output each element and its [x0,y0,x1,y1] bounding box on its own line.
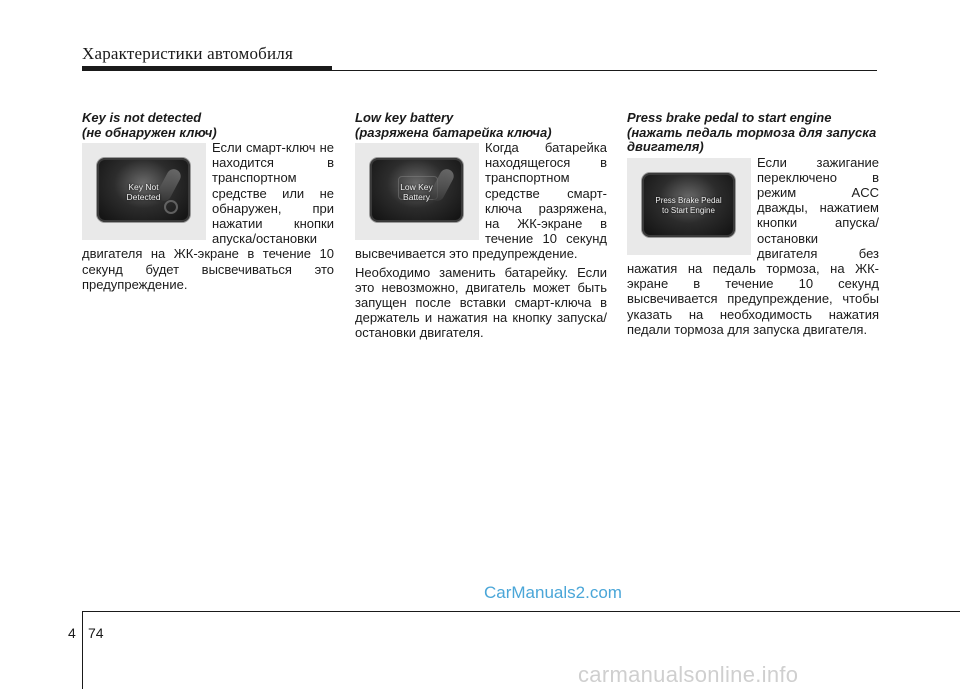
page-number: 74 [88,625,104,641]
section-title-en: Key is not detected [82,110,202,125]
footer-vertical-rule [82,611,83,689]
lcd-line-1: Low Key [400,182,433,192]
lcd-screen [97,158,190,222]
section-low-key-battery [355,111,607,341]
lcd-line-2: Battery [403,192,430,202]
page-header-title: Характеристики автомобиля [82,44,293,63]
section-title-ru: (не обнаружен ключ) [82,124,217,140]
lcd-screen-text [642,196,735,216]
header-rule-thin [82,70,877,71]
section-paragraph: Если зажигание переключено в режим ACC дважды, нажатием кнопки апуска/остановки двигателя без нажатия на педаль тормоза, на ЖК-экране в течение 10 секунд высвечивается предупреждение, чтобы указать на необходимость нажатия педали тормоза для запуска двигателя. [627,154,879,337]
lcd-screen-text [97,182,190,202]
key-ring-icon [164,200,178,214]
bottom-watermark: carmanualsonline.info [578,662,799,687]
chapter-number: 4 [68,625,76,641]
section-press-brake-pedal [627,111,879,337]
lcd-warning-image [82,143,206,240]
lcd-line-1: Key Not [128,182,159,192]
lcd-line-2: to Start Engine [662,205,715,215]
section-key-not-detected [82,111,334,292]
section-title-ru: (разряжена батарейка ключа) [355,124,552,140]
lcd-screen [370,158,463,222]
section-paragraph: Если смарт-ключ не находится в транспортном средстве или не обнаружен, при нажатии кнопки апуска/остановки двигателя на ЖК-экране в течение 10 секунд будет высвечиваться это предупреждение. [82,140,334,292]
lcd-screen-text [370,182,463,202]
lcd-warning-image [627,158,751,255]
lcd-line-2: Detected [126,192,161,202]
watermark-link[interactable]: CarManuals2.com [484,583,622,602]
section-title-en: Press brake pedal to start engine [627,110,832,125]
footer-rule [82,611,960,612]
section-paragraph: Когда батарейка находящегося в транспортном средстве смарт-ключа разряжена, на ЖК-экране в течение 10 секунд высвечивается это предупреждение. [355,140,607,262]
section-title-ru: (нажать педаль тормоза для запуска двигателя) [627,124,877,154]
lcd-screen [642,173,735,237]
section-paragraph: Необходимо заменить батарейку. Если это невозможно, двигатель может быть запущен после вставки смарт-ключа в держатель и нажатия на кнопку запуска/остановки двигателя. [355,264,607,341]
lcd-line-1: Press Brake Pedal [655,195,722,205]
section-title-en: Low key battery [355,110,454,125]
lcd-warning-image [355,143,479,240]
